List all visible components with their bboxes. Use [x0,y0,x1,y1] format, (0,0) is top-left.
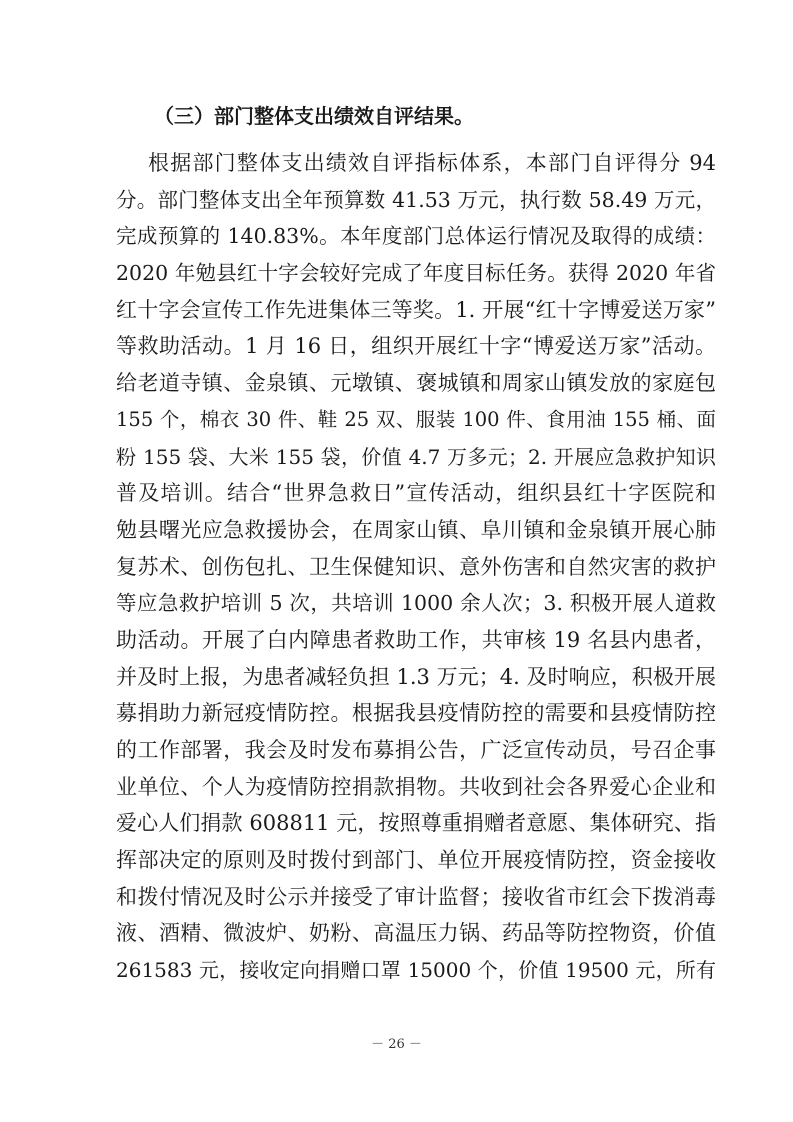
text-line: 完成预算的 140.83%。本年度部门总体运行情况及取得的成绩： [116,224,716,249]
text-line: 募捐助力新冠疫情防控。根据我县疫情防控的需要和县疫情防控 [116,701,716,726]
text-line: 分。部门整体支出全年预算数 41.53 万元，执行数 58.49 万元， [116,187,716,212]
text-line: 和拨付情况及时公示并接受了审计监督；接收省市红会下拨消毒 [116,884,716,909]
text-line: 复苏术、创伤包扎、卫生保健知识、意外伤害和自然灾害的救护 [116,554,716,579]
text-line: 粉 155 袋、大米 155 袋，价值 4.7 万多元；2. 开展应急救护知识 [116,444,716,469]
text-line: 业单位、个人为疫情防控捐款捐物。共收到社会各界爱心企业和 [116,774,716,799]
text-line: 普及培训。结合“世界急救日”宣传活动，组织县红十字医院和 [116,481,716,506]
body-paragraph [116,145,716,989]
text-line: 等救助活动。1 月 16 日，组织开展红十字“博爱送万家”活动。 [116,334,716,359]
text-line: 挥部决定的原则及时拨付到部门、单位开展疫情防控，资金接收 [116,848,716,873]
text-line: 并及时上报，为患者减轻负担 1.3 万元；4. 及时响应，积极开展 [116,664,716,689]
text-line: 2020 年勉县红十字会较好完成了年度目标任务。获得 2020 年省 [116,261,716,286]
text-line: 液、酒精、微波炉、奶粉、高温压力锅、药品等防控物资，价值 [116,921,716,946]
page-number: － 26 － [371,1037,422,1052]
text-line: 根据部门整体支出绩效自评指标体系，本部门自评得分 94 [148,151,716,175]
text-line: 的工作部署，我会及时发布募捐公告，广泛宣传动员，号召企事 [116,738,716,762]
text-line: 给老道寺镇、金泉镇、元墩镇、褒城镇和周家山镇发放的家庭包 [116,371,716,396]
text-line: 爱心人们捐款 608811 元，按照尊重捐赠者意愿、集体研究、指 [116,811,716,836]
text-line: 红十字会宣传工作先进集体三等奖。1. 开展“红十字博爱送万家” [116,297,716,322]
text-line: 等应急救护培训 5 次，共培训 1000 余人次；3. 积极开展人道救 [116,591,716,616]
text-line: 155 个，棉衣 30 件、鞋 25 双、服装 100 件、食用油 155 桶、面 [116,407,716,431]
text-line: 261583 元，接收定向捐赠口罩 15000 个，价值 19500 元，所有 [116,958,716,983]
text-line: 勉县曙光应急救援协会，在周家山镇、阜川镇和金泉镇开展心肺 [116,517,716,542]
text-line: 助活动。开展了白内障患者救助工作，共审核 19 名县内患者， [116,627,716,652]
section-heading: （三）部门整体支出绩效自评结果。 [154,104,474,128]
